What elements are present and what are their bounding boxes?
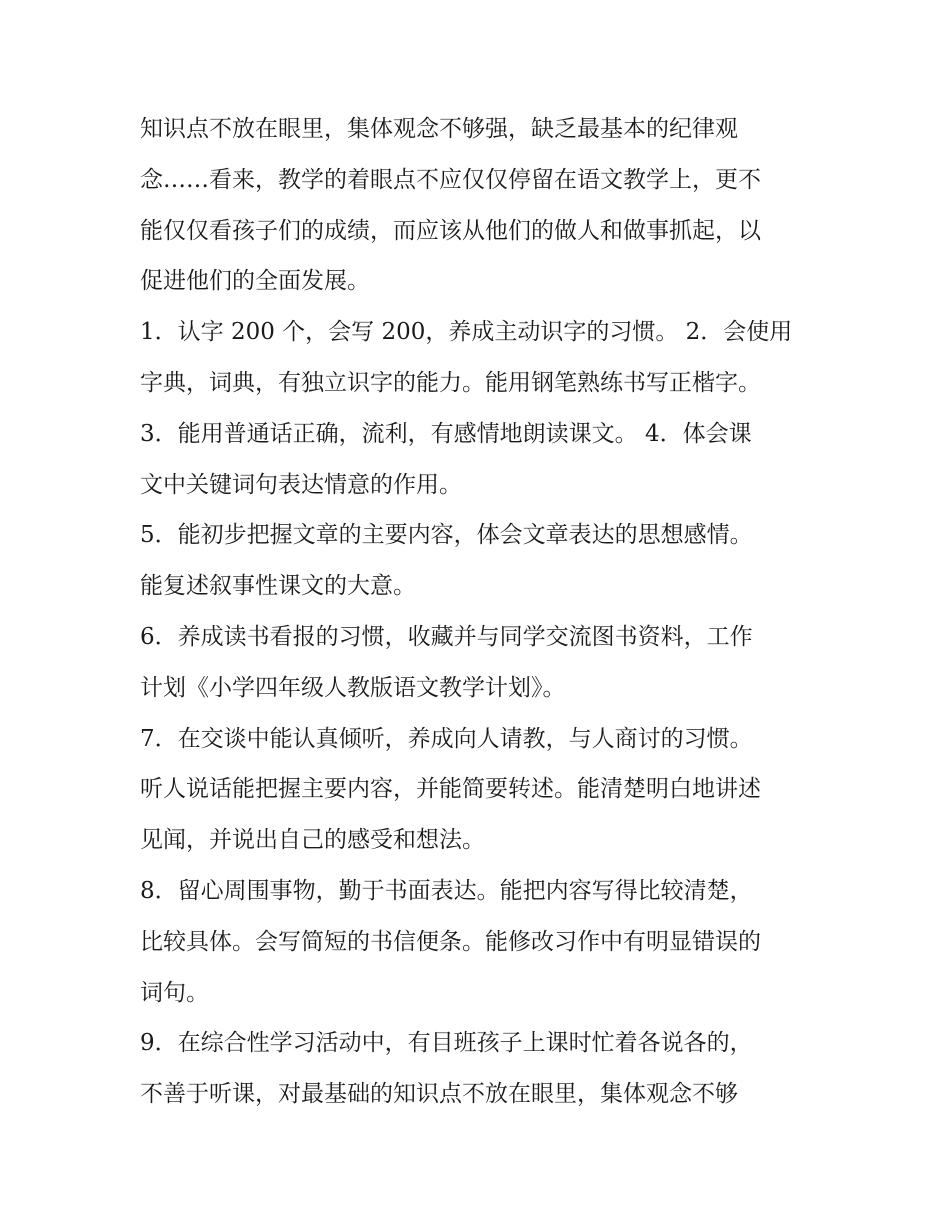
text-line: 计划《小学四年级人教版语文教学计划》。 [140,674,566,701]
text-line: 比较具体。会写简短的书信便条。能修改习作中有明显错误的 [140,928,761,955]
text-line: 6．养成读书看报的习惯，收藏并与同学交流图书资料，工作 [140,623,753,650]
text-line: 能仅仅看孩子们的成绩，而应该从他们的做人和做事抓起，以 [140,217,761,244]
text-line: 字典，词典，有独立识字的能力。能用钢笔熟练书写正楷字。 [140,369,761,396]
text-line: 3．能用普通话正确，流利，有感情地朗读课文。 4．体会课 [140,420,752,447]
text-line: 7．在交谈中能认真倾听，养成向人请教，与人商讨的习惯。 [140,725,753,752]
text-line: 8．留心周围事物，勤于书面表达。能把内容写得比较清楚， [140,877,753,904]
text-line: 知识点不放在眼里，集体观念不够强，缺乏最基本的纪律观 [140,116,738,142]
text-line: 听人说话能把握主要内容，并能简要转述。能清楚明白地讲述 [140,776,761,803]
text-line: 1．认字 200 个，会写 200，养成主动识字的习惯。 2．会使用 [140,319,793,346]
text-line: 9．在综合性学习活动中，有目班孩子上课时忙着各说各的， [140,1030,753,1057]
text-line: 念……看来，教学的着眼点不应仅仅停留在语文教学上，更不 [140,166,761,193]
text-line: 文中关键词句表达情意的作用。 [140,471,462,498]
text-line: 5．能初步把握文章的主要内容，体会文章表达的思想感情。 [140,522,753,549]
document-page [140,104,820,1120]
text-line: 促进他们的全面发展。 [140,268,370,295]
text-line: 不善于听课，对最基础的知识点不放在眼里，集体观念不够 [140,1081,738,1108]
text-line: 能复述叙事性课文的大意。 [140,573,416,600]
text-line: 词句。 [140,979,209,1006]
text-line: 见闻，并说出自己的感受和想法。 [140,827,485,854]
